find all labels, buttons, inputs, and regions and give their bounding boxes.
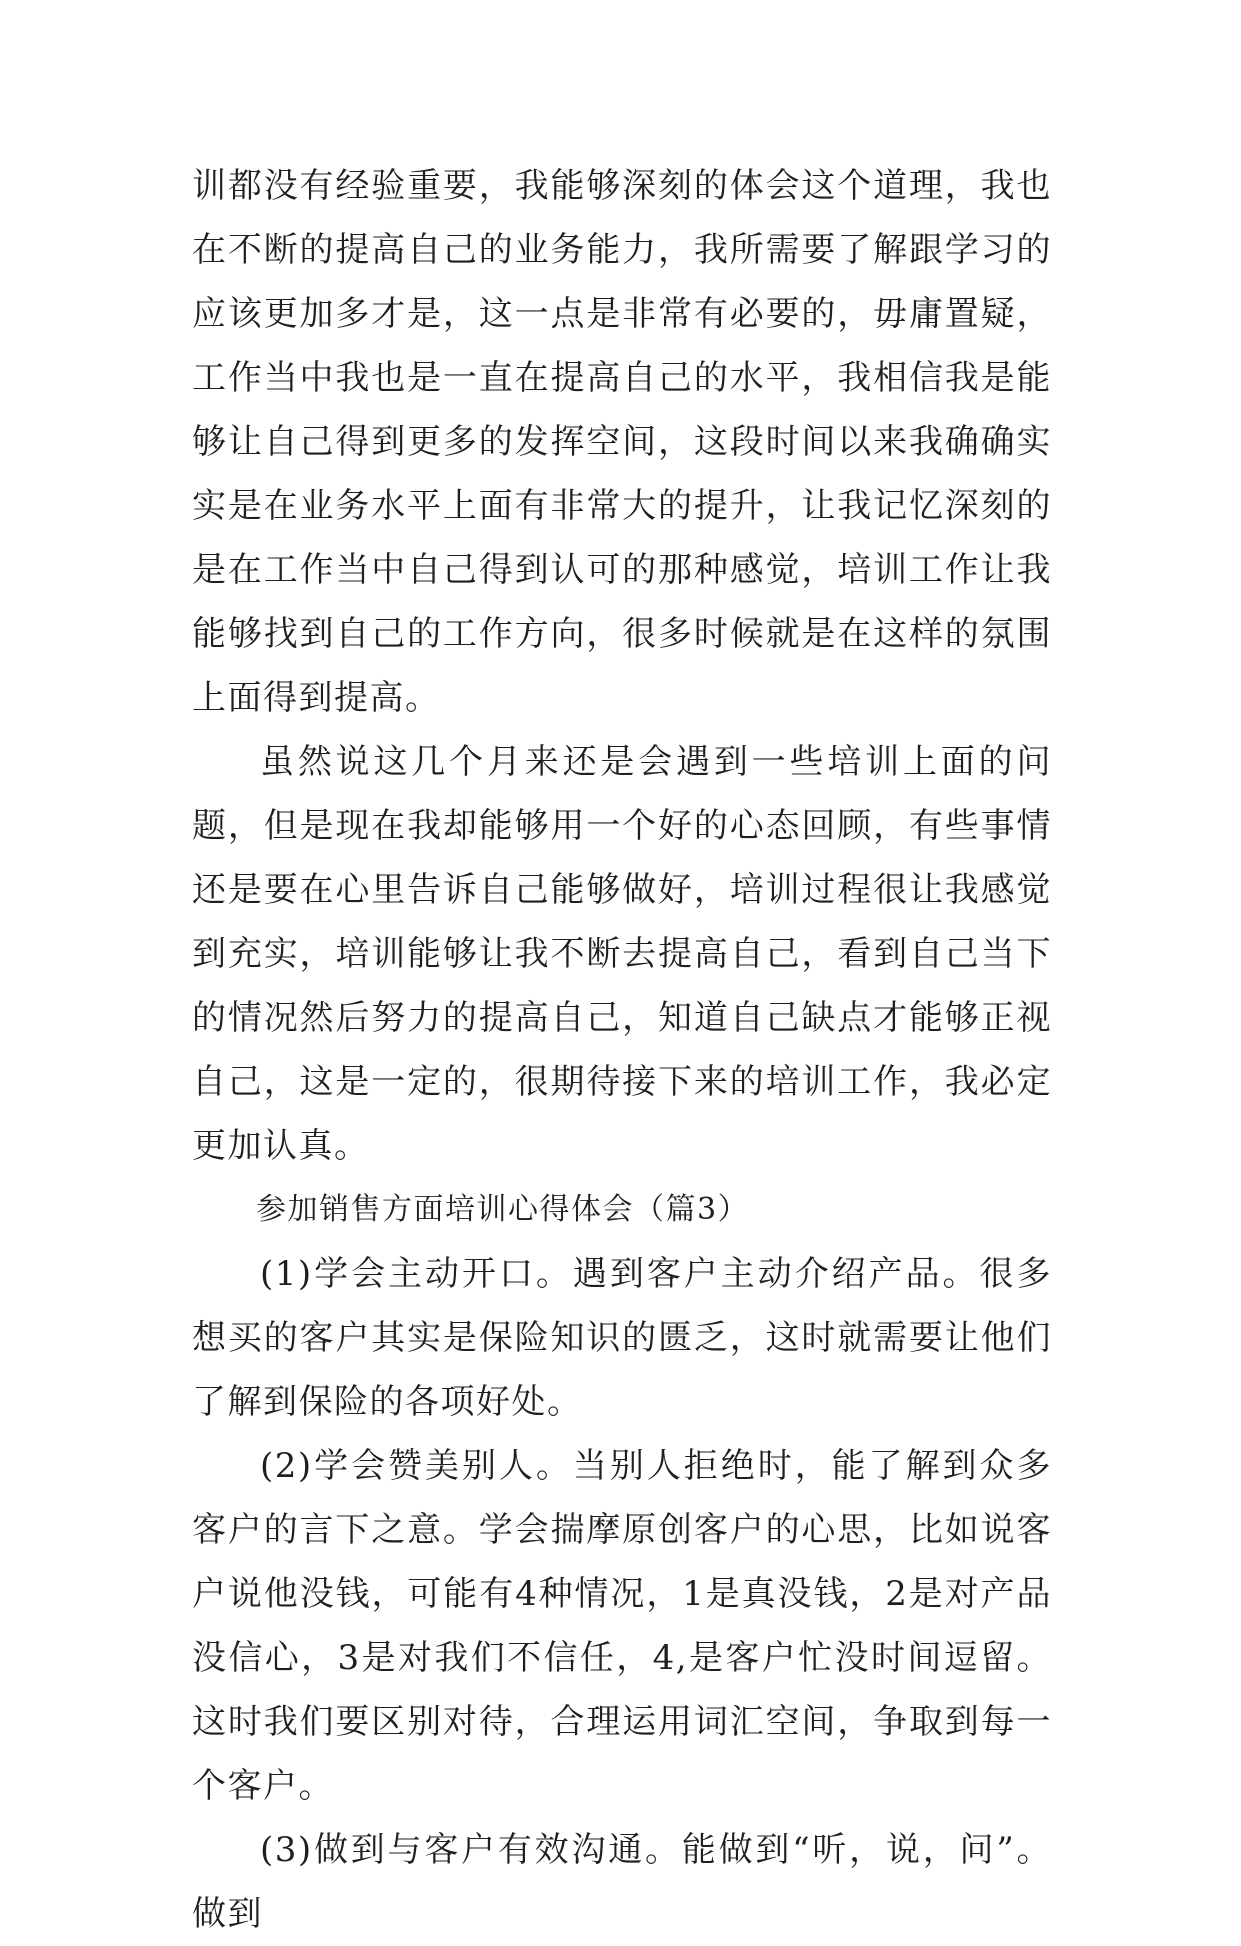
- list-item-3: (3)做到与客户有效沟通。能做到“听，说，问”。做到: [192, 1830, 1052, 1934]
- document-body: [192, 154, 1052, 1946]
- section-heading: 参加销售方面培训心得体会（篇3）: [256, 1192, 750, 1227]
- paragraph-experience: 训都没有经验重要，我能够深刻的体会这个道理，我也在不断的提高自己的业务能力，我所需要了解跟学习的应该更加多才是，这一点是非常有必要的，毋庸置疑，工作当中我也是一直在提高自己的水平，我相信我是能够让自己得到更多的发挥空间，这段时间以来我确确实实是在业务水平上面有非常大的提升，让我记忆深刻的是在工作当中自己得到认可的那种感觉，培训工作让我能够找到自己的工作方向，很多时候就是在这样的氛围上面得到提高。: [192, 166, 1052, 718]
- paragraph-training-attitude: 虽然说这几个月来还是会遇到一些培训上面的问题，但是现在我却能够用一个好的心态回顾，有些事情还是要在心里告诉自己能够做好，培训过程很让我感觉到充实，培训能够让我不断去提高自己，看到自己当下的情况然后努力的提高自己，知道自己缺点才能够正视自己，这是一定的，很期待接下来的培训工作，我必定更加认真。: [192, 742, 1052, 1166]
- list-item-2: (2)学会赞美别人。当别人拒绝时，能了解到众多客户的言下之意。学会揣摩原创客户的心思，比如说客户说他没钱，可能有4种情况，1是真没钱，2是对产品没信心，3是对我们不信任，4,是客户忙没时间逗留。这时我们要区别对待，合理运用词汇空间，争取到每一个客户。: [192, 1446, 1052, 1806]
- list-item-1: (1)学会主动开口。遇到客户主动介绍产品。很多想买的客户其实是保险知识的匮乏，这时就需要让他们了解到保险的各项好处。: [192, 1254, 1052, 1422]
